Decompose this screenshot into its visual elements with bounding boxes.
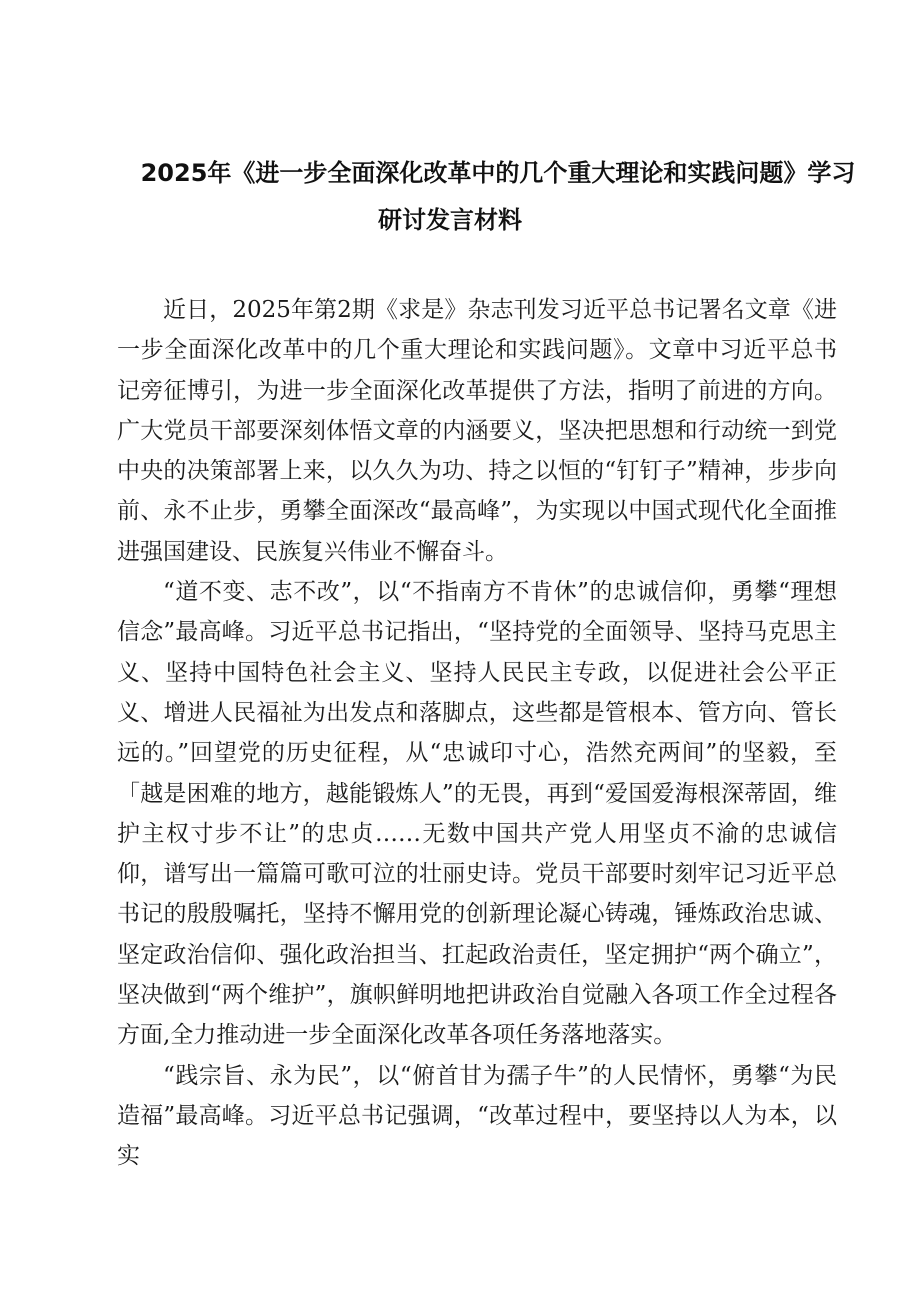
document-title-line-2: 研讨发言材料 <box>378 206 522 234</box>
document-title-line-1: 2025年《进一步全面深化改革中的几个重大理论和实践问题》学习 <box>140 159 856 187</box>
paragraph-2: “道不变、志不改”，以“不指南方不肯休”的忠诚信仰，勇攀“理想信念”最高峰。习近平总书记指出，“坚持党的全面领导、坚持马克思主义、坚持中国特色社会主义、坚持人民民主专政，以促进社会公平正义、增进人民福祉为出发点和落脚点，这些都是管根本、管方向、管长远的。”回望党的历史征程，从“忠诚印寸心，浩然充两间”的坚毅，至「越是困难的地方，越能锻炼人”的无畏，再到“爱国爱海根深蒂固，维护主权寸步不让”的忠贞……无数中国共产党人用坚贞不渝的忠诚信仰，谱写出一篇篇可歌可泣的壮丽史诗。党员干部要时刻牢记习近平总书记的殷殷嘱托，坚持不懈用党的创新理论凝心铸魂，锤炼政治忠诚、坚定政治信仰、强化政治担当、扛起政治责任，坚定拥护“两个确立”，坚决做到“两个维护”，旗帜鲜明地把讲政治自觉融入各项工作全过程各方面,全力推动进一步全面深化改革各项任务落地落实。 <box>117 579 837 1049</box>
document-body <box>117 290 837 1177</box>
paragraph-3: “践宗旨、永为民”，以“俯首甘为孺子牛”的人民情怀，勇攀“为民造福”最高峰。习近平总书记强调，“改革过程中，要坚持以人为本，以实 <box>117 1062 837 1170</box>
paragraph-1: 近日，2025年第2期《求是》杂志刊发习近平总书记署名文章《进一步全面深化改革中的几个重大理论和实践问题》。文章中习近平总书记旁征博引，为进一步全面深化改革提供了方法，指明了前进的方向。广大党员干部要深刻体悟文章的内涵要义，坚决把思想和行动统一到党中央的决策部署上来，以久久为功、持之以恒的“钉钉子”精神，步步向前、永不止步，勇攀全面深改“最高峰”，为实现以中国式现代化全面推进强国建设、民族复兴伟业不懈奋斗。 <box>117 297 837 565</box>
